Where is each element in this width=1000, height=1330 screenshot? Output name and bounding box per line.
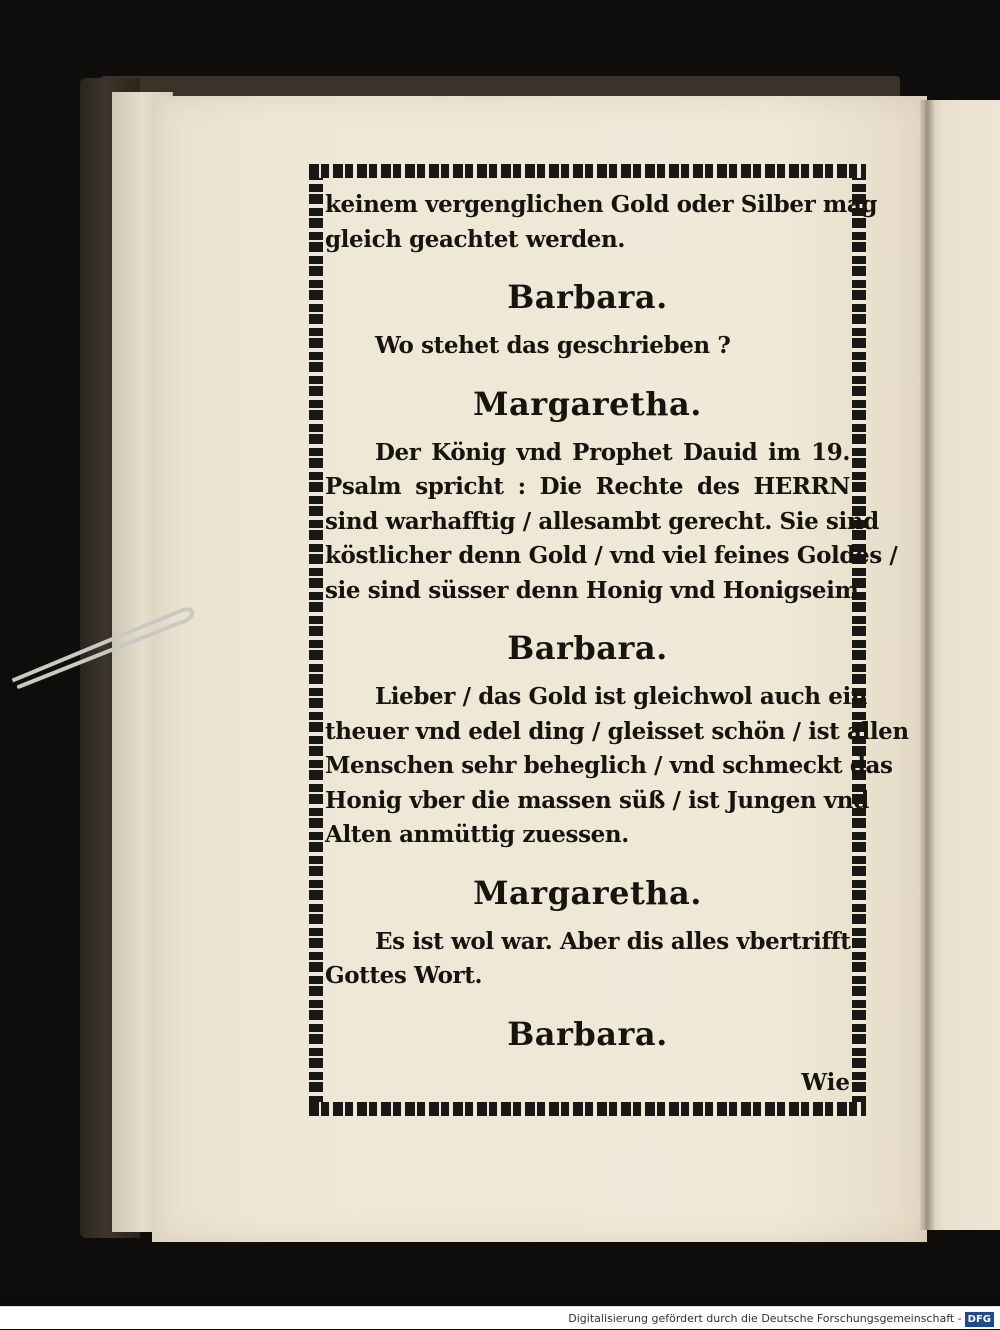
- speaker-heading: Margaretha.: [473, 873, 702, 912]
- text-line: Es ist wol war. Aber dis alles vbertrifft: [375, 927, 851, 955]
- text-line: Menschen sehr beheglich / vnd schmeckt das: [325, 752, 893, 779]
- facing-page: [925, 100, 1000, 1230]
- footer-bar: [0, 1306, 1000, 1329]
- speaker-heading: Margaretha.: [473, 384, 702, 423]
- text-line: sind warhafftig / allesambt gerecht. Sie sind: [325, 507, 879, 535]
- text-line: Lieber / das Gold ist gleichwol auch ein: [375, 683, 868, 710]
- book-cover-top: [100, 76, 900, 98]
- text-line: sie sind süsser denn Honig vnd Honigseim.: [325, 576, 866, 604]
- text-line: köstlicher denn Gold / vnd viel feines Goldes /: [325, 542, 898, 569]
- text-line: theuer vnd edel ding / gleisset schön / ist allen: [325, 717, 909, 745]
- text-line: Psalm spricht : Die Rechte des HERRN: [325, 473, 850, 500]
- text-line: Der König vnd Prophet Dauid im 19.: [375, 438, 850, 466]
- text-line: Honig vber die massen süß / ist Jungen vnd: [325, 786, 869, 814]
- text-line: Wo stehet das geschrieben ?: [375, 332, 731, 359]
- speaker-heading: Barbara.: [507, 629, 668, 667]
- text-line: Gottes Wort.: [325, 962, 483, 989]
- funding-credit: Digitalisierung gefördert durch die Deutsche Forschungsgemeinschaft -: [568, 1312, 962, 1325]
- page-gutter: [920, 100, 934, 1230]
- catchword: Wie: [801, 1068, 850, 1096]
- speaker-heading: Barbara.: [507, 1014, 668, 1053]
- text-line: gleich geachtet werden.: [325, 225, 625, 253]
- text-line: Alten anmüttig zuessen.: [325, 821, 629, 848]
- speaker-heading: Barbara.: [507, 278, 668, 316]
- text-line: keinem vergenglichen Gold oder Silber mag: [325, 191, 878, 218]
- page-text: [325, 188, 909, 1100]
- dfg-logo: DFG: [965, 1312, 994, 1327]
